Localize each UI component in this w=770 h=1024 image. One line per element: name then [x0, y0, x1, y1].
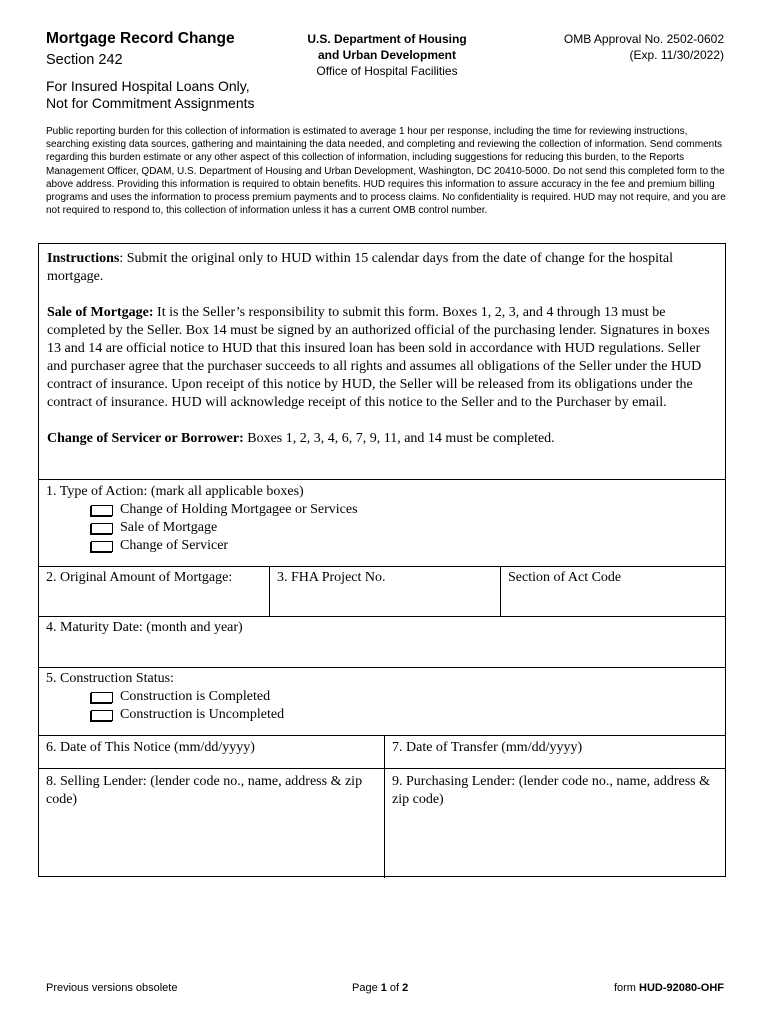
- purchasing-lender-field[interactable]: 9. Purchasing Lender: (lender code no., name, address & zip code): [392, 774, 711, 807]
- option-construction-uncompleted[interactable]: [91, 706, 284, 724]
- form-header-left: [46, 30, 286, 112]
- agency-block: [282, 31, 492, 79]
- form-prefix: form: [613, 982, 640, 994]
- option-construction-completed[interactable]: [91, 688, 270, 706]
- change-text: Boxes 1, 2, 3, 4, 6, 7, 9, 11, and 14 must be completed.: [243, 431, 555, 446]
- form-number-value: HUD-92080-OHF: [639, 982, 724, 994]
- footer-note: Previous versions obsolete: [46, 982, 178, 994]
- divider-box2: [39, 566, 725, 567]
- agency-office: Office of Hospital Facilities: [316, 64, 458, 78]
- option-change-of-servicer[interactable]: [91, 537, 228, 555]
- scope-line-2: Not for Commitment Assignments: [46, 95, 255, 111]
- change-paragraph: [47, 430, 717, 448]
- divider-box4: [39, 616, 725, 617]
- divider-box5: [39, 667, 725, 668]
- page-indicator: [352, 981, 408, 995]
- option-label: Construction is Completed: [120, 689, 271, 704]
- sale-paragraph: [47, 304, 717, 412]
- section-of-act-field[interactable]: Section of Act Code: [508, 570, 622, 585]
- omb-expiration: (Exp. 11/30/2022): [629, 48, 724, 62]
- date-of-notice-field[interactable]: 6. Date of This Notice (mm/dd/yyyy): [46, 740, 255, 755]
- option-change-holding-mortgagee[interactable]: [91, 501, 358, 519]
- omb-approval: OMB Approval No. 2502-0602: [563, 32, 724, 46]
- construction-status-label: 5. Construction Status:: [46, 671, 174, 686]
- page-current: 1: [380, 982, 387, 994]
- omb-block: [524, 31, 724, 63]
- instructions-paragraph: [47, 250, 717, 286]
- option-sale-of-mortgage[interactable]: [91, 519, 217, 537]
- instructions-text: : Submit the original only to HUD within 15 calendar days from the date of change for the hospital mortgage.: [47, 251, 674, 284]
- burden-statement: Public reporting burden for this collection of information is estimated to average 1 hour per response, including the time for reviewing instructions, searching existing data sources, gathering and maintaining the data needed, and completing and reviewing the collection of information. Send comments regarding this burden estimate or any other aspect of this collection of information, including suggestions for reducing this burden, to the Reports Management Officer, QDAM, U.S. Department of Housing and Urban Development, Washington, DC 20410-5000. Do not send this completed form to the above address. Providing this information is required to obtain benefits. HUD requires this information to assure accuracy in the fee and premium billing programs and uses the information to process premium payments and to process claims. No confidentiality is required. HUD may not require, and you are not required to respond to, this collection of information unless it has a current OMB control number.: [46, 126, 726, 217]
- instructions-block: [47, 250, 717, 466]
- original-amount-field[interactable]: 2. Original Amount of Mortgage:: [46, 570, 233, 585]
- agency-line-2: and Urban Development: [317, 48, 457, 62]
- form-section: Section 242: [46, 52, 123, 68]
- date-of-transfer-field[interactable]: 7. Date of Transfer (mm/dd/yyyy): [392, 740, 583, 755]
- option-label: Construction is Uncompleted: [120, 707, 285, 722]
- page-total: 2: [402, 982, 409, 994]
- sale-label: Sale of Mortgage:: [47, 305, 154, 320]
- type-of-action-label: 1. Type of Action: (mark all applicable boxes): [46, 484, 304, 499]
- instructions-label: Instructions: [47, 251, 120, 266]
- scope-line-1: For Insured Hospital Loans Only,: [46, 78, 250, 94]
- divider-vertical: [384, 735, 385, 878]
- agency-line-1: U.S. Department of Housing: [307, 32, 467, 46]
- form-scope: [46, 78, 286, 112]
- checkbox-sale-of-mortgage[interactable]: [91, 523, 113, 534]
- sale-text: It is the Seller’s responsibility to submit this form. Boxes 1, 2, 3, and 4 through 13 must be completed by the Seller. Box 14 must be signed by an authorized official of the purchasing lender. Signatures in boxes 13 and 14 are official notice to HUD that this insured loan has been sold in accordance with HUD regulations. Seller and purchaser agree that the purchaser succeeds to all rights and assumes all obligations of the Seller under the HUD contract of insurance. Upon receipt of this notice by HUD, the Seller will be released from its obligations under the contract of insurance. HUD will acknowledge receipt of this notice to the Seller and to the Purchaser by email.: [47, 305, 710, 410]
- form-number: [614, 981, 724, 995]
- divider-vertical: [269, 566, 270, 616]
- checkbox-construction-uncompleted[interactable]: [91, 710, 113, 721]
- option-label: Sale of Mortgage: [120, 520, 218, 535]
- option-label: Change of Holding Mortgagee or Services: [120, 502, 358, 517]
- form-box: [38, 243, 726, 877]
- fha-project-field[interactable]: 3. FHA Project No.: [277, 570, 386, 585]
- divider-box8: [39, 768, 725, 769]
- maturity-date-field[interactable]: 4. Maturity Date: (month and year): [46, 620, 243, 635]
- option-label: Change of Servicer: [120, 538, 229, 553]
- form-title: Mortgage Record Change: [46, 30, 235, 47]
- divider-box6: [39, 735, 725, 736]
- page-prefix: Page: [352, 982, 381, 994]
- selling-lender-field[interactable]: 8. Selling Lender: (lender code no., name, address & zip code): [46, 774, 363, 807]
- divider-vertical: [500, 566, 501, 616]
- checkbox-change-holding-mortgagee[interactable]: [91, 505, 113, 516]
- checkbox-change-of-servicer[interactable]: [91, 541, 113, 552]
- page-mid: of: [386, 982, 403, 994]
- divider-box1: [39, 479, 725, 480]
- checkbox-construction-completed[interactable]: [91, 692, 113, 703]
- change-label: Change of Servicer or Borrower:: [47, 431, 244, 446]
